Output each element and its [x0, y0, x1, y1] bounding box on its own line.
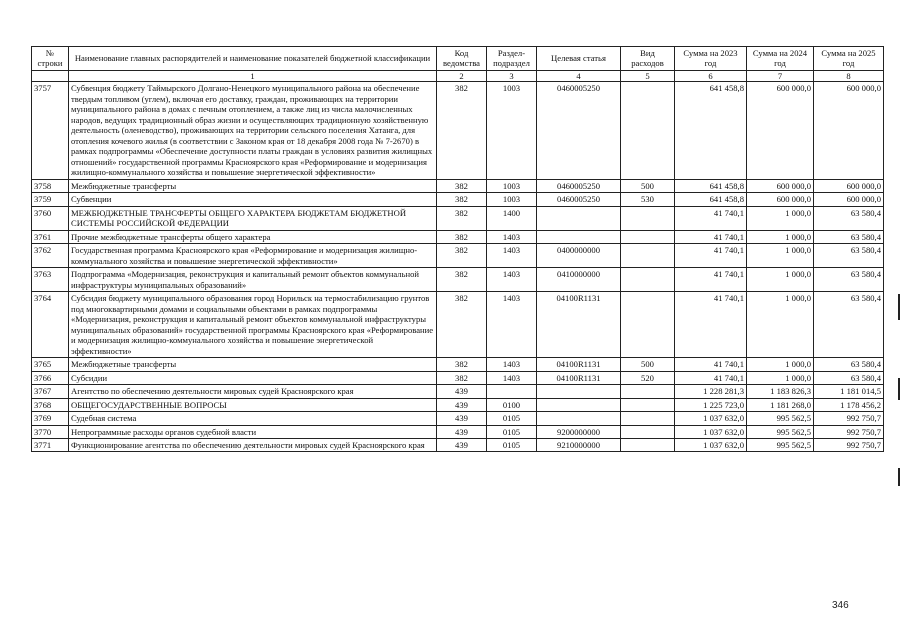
row-number: 3762 — [32, 244, 69, 268]
row-name: Субсидия бюджету муниципального образования город Норильск на термостабилизацию грунтов под многоквартирными домами и социальными объектами в рамках подпрограммы «Модернизация, реконструкция и капитальный ремонт объектов коммунальной инфраструктуры муниципальных образований» государственной программы Красноярского края «Реформирование и модернизация жилищно-коммунального хозяйства и повышение энергетической эффективности» — [69, 292, 437, 358]
row-sum-2025: 992 750,7 — [814, 412, 884, 425]
row-sum-2025: 600 000,0 — [814, 179, 884, 192]
row-sum-2025: 1 178 456,2 — [814, 398, 884, 411]
row-sum-2023: 641 458,8 — [675, 193, 747, 206]
table-row — [32, 179, 884, 192]
row-name: Прочие межбюджетные трансферты общего характера — [69, 230, 437, 243]
row-expense-type: 500 — [621, 179, 675, 192]
row-dept-code: 382 — [437, 82, 487, 179]
row-sum-2025: 992 750,7 — [814, 425, 884, 438]
header-expense-type: Вид расходов — [621, 47, 675, 71]
row-section: 1003 — [487, 193, 537, 206]
scan-edge-mark — [898, 294, 900, 320]
header-section: Раздел-подраздел — [487, 47, 537, 71]
row-sum-2023: 41 740,1 — [675, 371, 747, 384]
column-number: 8 — [814, 70, 884, 81]
column-number — [32, 70, 69, 81]
row-sum-2023: 41 740,1 — [675, 268, 747, 292]
row-target: 04100R1131 — [537, 371, 621, 384]
row-number: 3763 — [32, 268, 69, 292]
row-sum-2023: 1 225 723,0 — [675, 398, 747, 411]
row-section: 1403 — [487, 292, 537, 358]
row-target — [537, 206, 621, 230]
row-sum-2025: 600 000,0 — [814, 82, 884, 179]
row-number: 3768 — [32, 398, 69, 411]
row-target — [537, 412, 621, 425]
row-dept-code: 382 — [437, 244, 487, 268]
page-number: 346 — [832, 600, 849, 611]
table-row — [32, 268, 884, 292]
row-number: 3757 — [32, 82, 69, 179]
row-number: 3758 — [32, 179, 69, 192]
row-sum-2024: 1 000,0 — [747, 206, 814, 230]
row-dept-code: 382 — [437, 371, 487, 384]
row-dept-code: 439 — [437, 398, 487, 411]
row-sum-2023: 41 740,1 — [675, 292, 747, 358]
row-name: Субвенции — [69, 193, 437, 206]
table-row — [32, 244, 884, 268]
row-dept-code: 382 — [437, 230, 487, 243]
row-sum-2025: 63 580,4 — [814, 206, 884, 230]
row-name: Межбюджетные трансферты — [69, 179, 437, 192]
row-sum-2025: 63 580,4 — [814, 358, 884, 371]
row-expense-type — [621, 292, 675, 358]
table-row — [32, 398, 884, 411]
row-expense-type — [621, 230, 675, 243]
row-sum-2025: 600 000,0 — [814, 193, 884, 206]
row-name: Судебная система — [69, 412, 437, 425]
table-row — [32, 438, 884, 451]
row-sum-2025: 63 580,4 — [814, 371, 884, 384]
row-section: 1403 — [487, 230, 537, 243]
row-number: 3771 — [32, 438, 69, 451]
row-target — [537, 230, 621, 243]
row-sum-2024: 1 000,0 — [747, 244, 814, 268]
row-target: 9210000000 — [537, 438, 621, 451]
row-sum-2024: 1 000,0 — [747, 358, 814, 371]
row-name: Межбюджетные трансферты — [69, 358, 437, 371]
row-sum-2024: 995 562,5 — [747, 438, 814, 451]
row-section: 1400 — [487, 206, 537, 230]
row-sum-2023: 1 228 281,3 — [675, 385, 747, 398]
row-number: 3759 — [32, 193, 69, 206]
row-expense-type: 500 — [621, 358, 675, 371]
row-sum-2024: 1 000,0 — [747, 230, 814, 243]
row-sum-2025: 992 750,7 — [814, 438, 884, 451]
row-section: 0105 — [487, 438, 537, 451]
row-name: Подпрограмма «Модернизация, реконструкция и капитальный ремонт объектов коммунальной инфраструктуры муниципальных образований» — [69, 268, 437, 292]
row-name: ОБЩЕГОСУДАРСТВЕННЫЕ ВОПРОСЫ — [69, 398, 437, 411]
row-expense-type — [621, 438, 675, 451]
row-sum-2025: 1 181 014,5 — [814, 385, 884, 398]
row-sum-2024: 1 000,0 — [747, 371, 814, 384]
row-dept-code: 439 — [437, 425, 487, 438]
row-section — [487, 385, 537, 398]
scan-edge-mark — [898, 378, 900, 400]
table-row — [32, 358, 884, 371]
table-row — [32, 412, 884, 425]
row-expense-type — [621, 398, 675, 411]
row-number: 3767 — [32, 385, 69, 398]
row-section: 1003 — [487, 82, 537, 179]
row-target: 0400000000 — [537, 244, 621, 268]
header-sum-2024: Сумма на 2024 год — [747, 47, 814, 71]
header-row-number: № строки — [32, 47, 69, 71]
row-dept-code: 439 — [437, 385, 487, 398]
row-sum-2024: 600 000,0 — [747, 82, 814, 179]
row-sum-2023: 641 458,8 — [675, 82, 747, 179]
column-number: 2 — [437, 70, 487, 81]
table-row — [32, 82, 884, 179]
row-sum-2024: 1 183 826,3 — [747, 385, 814, 398]
table-header-row — [32, 47, 884, 71]
row-sum-2024: 995 562,5 — [747, 425, 814, 438]
row-name: Субвенция бюджету Таймырского Долгано-Ненецкого муниципального района на обеспечение твердым топливом (углем), включая его доставку, граждан, проживающих на территории муниципального района в домах с печным отоплением, а также лиц из числа малочисленных народов, ведущих традиционный образ жизни и осуществляющих традиционную хозяйственную деятельность (оленеводство), проживающих на территории сельского поселения Хатанга, для отопления кочевого жилья (в соответствии с Законом края от 18 декабря 2008 года № 7-2670) в рамках подпрограммы «Обеспечение доступности платы граждан в условиях развития жилищных отношений» государственной программы Красноярского края «Реформирование и модернизация жилищно-коммунального хозяйства и повышение энергетической эффективности» — [69, 82, 437, 179]
column-number: 7 — [747, 70, 814, 81]
row-dept-code: 382 — [437, 206, 487, 230]
column-number: 5 — [621, 70, 675, 81]
row-number: 3761 — [32, 230, 69, 243]
row-sum-2025: 63 580,4 — [814, 244, 884, 268]
row-target: 0460005250 — [537, 193, 621, 206]
row-section: 1403 — [487, 371, 537, 384]
row-expense-type — [621, 82, 675, 179]
row-expense-type — [621, 244, 675, 268]
row-expense-type — [621, 385, 675, 398]
row-sum-2023: 1 037 632,0 — [675, 438, 747, 451]
row-target: 0460005250 — [537, 82, 621, 179]
row-section: 0105 — [487, 425, 537, 438]
row-sum-2024: 1 181 268,0 — [747, 398, 814, 411]
table-row — [32, 385, 884, 398]
row-name: Государственная программа Красноярского края «Реформирование и модернизация жилищно-коммунального хозяйства и повышение энергетической эффективности» — [69, 244, 437, 268]
row-sum-2024: 600 000,0 — [747, 193, 814, 206]
column-number-row — [32, 70, 884, 81]
row-section: 0105 — [487, 412, 537, 425]
column-number: 3 — [487, 70, 537, 81]
row-sum-2024: 600 000,0 — [747, 179, 814, 192]
row-name: МЕЖБЮДЖЕТНЫЕ ТРАНСФЕРТЫ ОБЩЕГО ХАРАКТЕРА БЮДЖЕТАМ БЮДЖЕТНОЙ СИСТЕМЫ РОССИЙСКОЙ ФЕДЕРАЦИИ — [69, 206, 437, 230]
row-sum-2023: 41 740,1 — [675, 206, 747, 230]
row-target: 9200000000 — [537, 425, 621, 438]
row-name: Субсидии — [69, 371, 437, 384]
row-sum-2025: 63 580,4 — [814, 268, 884, 292]
row-target — [537, 385, 621, 398]
row-section: 1403 — [487, 268, 537, 292]
row-sum-2025: 63 580,4 — [814, 230, 884, 243]
row-name: Функционирование агентства по обеспечению деятельности мировых судей Красноярского края — [69, 438, 437, 451]
row-sum-2023: 641 458,8 — [675, 179, 747, 192]
column-number: 4 — [537, 70, 621, 81]
row-number: 3769 — [32, 412, 69, 425]
row-expense-type: 530 — [621, 193, 675, 206]
row-sum-2023: 41 740,1 — [675, 230, 747, 243]
row-sum-2024: 995 562,5 — [747, 412, 814, 425]
row-sum-2023: 1 037 632,0 — [675, 425, 747, 438]
row-section: 1403 — [487, 244, 537, 268]
scan-edge-mark — [898, 468, 900, 486]
row-sum-2024: 1 000,0 — [747, 268, 814, 292]
row-sum-2023: 41 740,1 — [675, 244, 747, 268]
header-dept-code: Код ведомства — [437, 47, 487, 71]
row-dept-code: 439 — [437, 438, 487, 451]
row-dept-code: 382 — [437, 358, 487, 371]
row-name: Непрограммные расходы органов судебной власти — [69, 425, 437, 438]
row-expense-type — [621, 425, 675, 438]
row-section: 0100 — [487, 398, 537, 411]
table-row — [32, 230, 884, 243]
row-expense-type — [621, 206, 675, 230]
column-number: 1 — [69, 70, 437, 81]
row-dept-code: 439 — [437, 412, 487, 425]
header-name: Наименование главных распорядителей и наименование показателей бюджетной классификации — [69, 47, 437, 71]
row-expense-type: 520 — [621, 371, 675, 384]
row-sum-2023: 1 037 632,0 — [675, 412, 747, 425]
row-section: 1403 — [487, 358, 537, 371]
row-sum-2024: 1 000,0 — [747, 292, 814, 358]
column-number: 6 — [675, 70, 747, 81]
row-dept-code: 382 — [437, 193, 487, 206]
row-expense-type — [621, 268, 675, 292]
row-expense-type — [621, 412, 675, 425]
row-number: 3765 — [32, 358, 69, 371]
table-row — [32, 193, 884, 206]
row-number: 3760 — [32, 206, 69, 230]
budget-table — [31, 46, 884, 452]
table-body — [32, 82, 884, 452]
row-target — [537, 398, 621, 411]
row-dept-code: 382 — [437, 179, 487, 192]
table-row — [32, 425, 884, 438]
row-sum-2025: 63 580,4 — [814, 292, 884, 358]
header-target: Целевая статья — [537, 47, 621, 71]
table-row — [32, 206, 884, 230]
row-number: 3764 — [32, 292, 69, 358]
row-dept-code: 382 — [437, 268, 487, 292]
row-section: 1003 — [487, 179, 537, 192]
row-target: 0410000000 — [537, 268, 621, 292]
row-target: 04100R1131 — [537, 358, 621, 371]
row-target: 0460005250 — [537, 179, 621, 192]
row-number: 3766 — [32, 371, 69, 384]
header-sum-2023: Сумма на 2023 год — [675, 47, 747, 71]
header-sum-2025: Сумма на 2025 год — [814, 47, 884, 71]
row-sum-2023: 41 740,1 — [675, 358, 747, 371]
row-target: 04100R1131 — [537, 292, 621, 358]
row-number: 3770 — [32, 425, 69, 438]
row-name: Агентство по обеспечению деятельности мировых судей Красноярского края — [69, 385, 437, 398]
row-dept-code: 382 — [437, 292, 487, 358]
table-row — [32, 292, 884, 358]
table-row — [32, 371, 884, 384]
